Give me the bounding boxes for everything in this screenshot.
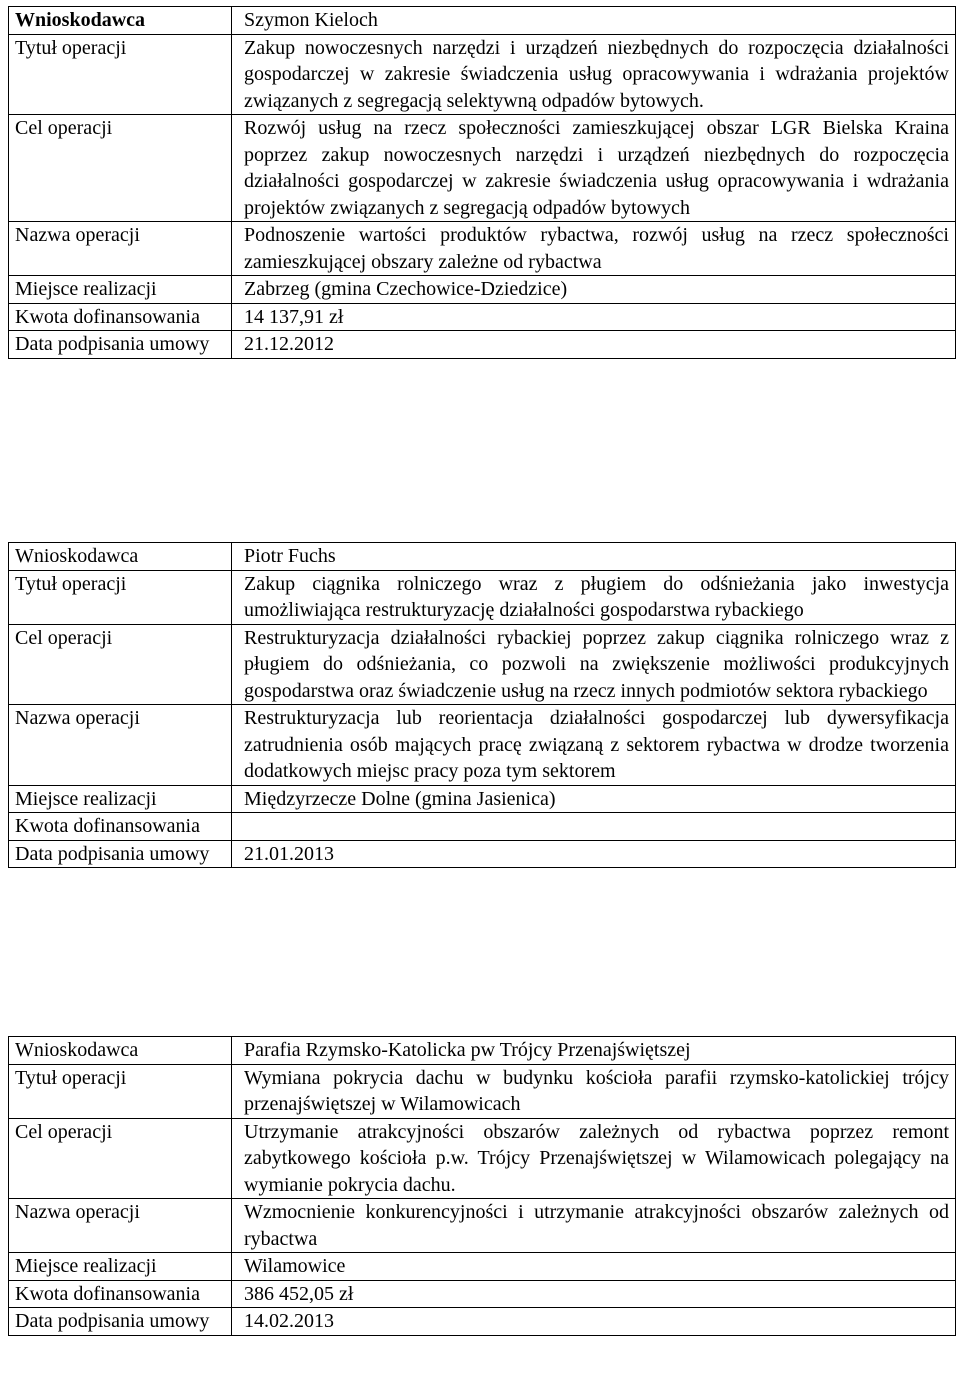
row-goal <box>9 115 956 222</box>
row-name <box>9 222 956 276</box>
title-value: Zakup nowoczesnych narzędzi i urządzeń niezbędnych do rozpoczęcia działalności gospodarczej w zakresie świadczenia usług opracowywania i wdrażania projektów związanych z segregacją selektywną odpadów bytowych. <box>232 34 956 115</box>
title-label: Tytuł operacji <box>9 1064 232 1118</box>
operation-record-2 <box>8 542 956 868</box>
row-title <box>9 1064 956 1118</box>
title-value: Zakup ciągnika rolniczego wraz z pługiem do odśnieżania jako inwestycja umożliwiająca restrukturyzację działalności gospodarstwa rybackiego <box>232 570 956 624</box>
amount-value: 14 137,91 zł <box>232 303 956 331</box>
goal-label: Cel operacji <box>9 115 232 222</box>
name-label: Nazwa operacji <box>9 222 232 276</box>
amount-label: Kwota dofinansowania <box>9 303 232 331</box>
date-value: 14.02.2013 <box>232 1308 956 1336</box>
amount-value: 386 452,05 zł <box>232 1280 956 1308</box>
applicant-value: Szymon Kieloch <box>232 7 956 35</box>
applicant-value: Parafia Rzymsko-Katolicka pw Trójcy Przenajświętszej <box>232 1037 956 1065</box>
place-label: Miejsce realizacji <box>9 1253 232 1281</box>
row-place <box>9 785 956 813</box>
operation-record-3 <box>8 1036 956 1336</box>
row-title <box>9 570 956 624</box>
title-value: Wymiana pokrycia dachu w budynku kościoła parafii rzymsko-katolickiej trójcy przenajświętszej w Wilamowicach <box>232 1064 956 1118</box>
applicant-label: Wnioskodawca <box>9 543 232 571</box>
row-title <box>9 34 956 115</box>
goal-value: Rozwój usług na rzecz społeczności zamieszkującej obszar LGR Bielska Kraina poprzez zakup nowoczesnych narzędzi i urządzeń niezbędnych do rozpoczęcia działalności gospodarczej w zakresie świadczenia usług opracowywania i wdrażania projektów związanych z segregacją odpadów bytowych <box>232 115 956 222</box>
amount-label: Kwota dofinansowania <box>9 813 232 841</box>
row-date <box>9 840 956 868</box>
goal-value: Utrzymanie atrakcyjności obszarów zależnych od rybactwa poprzez remont zabytkowego kościoła p.w. Trójcy Przenajświętszej w Wilamowicach polegający na wymianie pokrycia dachu. <box>232 1118 956 1199</box>
goal-label: Cel operacji <box>9 624 232 705</box>
row-name <box>9 705 956 786</box>
row-place <box>9 276 956 304</box>
row-applicant <box>9 7 956 35</box>
row-date <box>9 331 956 359</box>
date-value: 21.12.2012 <box>232 331 956 359</box>
date-value: 21.01.2013 <box>232 840 956 868</box>
row-applicant <box>9 1037 956 1065</box>
row-amount <box>9 813 956 841</box>
title-label: Tytuł operacji <box>9 570 232 624</box>
goal-value: Restrukturyzacja działalności rybackiej poprzez zakup ciągnika rolniczego wraz z pługiem do odśnieżania, co pozwoli na zwiększenie możliwości produkcyjnych gospodarstwa oraz świadczenie usług na rzecz innych podmiotów sektora rybackiego <box>232 624 956 705</box>
place-label: Miejsce realizacji <box>9 276 232 304</box>
row-date <box>9 1308 956 1336</box>
name-label: Nazwa operacji <box>9 705 232 786</box>
row-amount <box>9 1280 956 1308</box>
row-goal <box>9 624 956 705</box>
goal-label: Cel operacji <box>9 1118 232 1199</box>
row-goal <box>9 1118 956 1199</box>
row-amount <box>9 303 956 331</box>
title-label: Tytuł operacji <box>9 34 232 115</box>
place-value: Wilamowice <box>232 1253 956 1281</box>
amount-label: Kwota dofinansowania <box>9 1280 232 1308</box>
row-name <box>9 1199 956 1253</box>
place-value: Zabrzeg (gmina Czechowice-Dziedzice) <box>232 276 956 304</box>
row-applicant <box>9 543 956 571</box>
place-label: Miejsce realizacji <box>9 785 232 813</box>
amount-value <box>232 813 956 841</box>
applicant-value: Piotr Fuchs <box>232 543 956 571</box>
place-value: Międzyrzecze Dolne (gmina Jasienica) <box>232 785 956 813</box>
date-label: Data podpisania umowy <box>9 840 232 868</box>
date-label: Data podpisania umowy <box>9 1308 232 1336</box>
name-value: Restrukturyzacja lub reorientacja działalności gospodarczej lub dywersyfikacja zatrudnienia osób mających pracę związaną z sektorem rybactwa w drodze tworzenia dodatkowych miejsc pracy poza tym sektorem <box>232 705 956 786</box>
operation-record-1 <box>8 6 956 359</box>
applicant-label: Wnioskodawca <box>9 7 232 35</box>
name-value: Wzmocnienie konkurencyjności i utrzymanie atrakcyjności obszarów zależnych od rybactwa <box>232 1199 956 1253</box>
row-place <box>9 1253 956 1281</box>
date-label: Data podpisania umowy <box>9 331 232 359</box>
name-value: Podnoszenie wartości produktów rybactwa, rozwój usług na rzecz społeczności zamieszkującej obszary zależne od rybactwa <box>232 222 956 276</box>
applicant-label: Wnioskodawca <box>9 1037 232 1065</box>
name-label: Nazwa operacji <box>9 1199 232 1253</box>
